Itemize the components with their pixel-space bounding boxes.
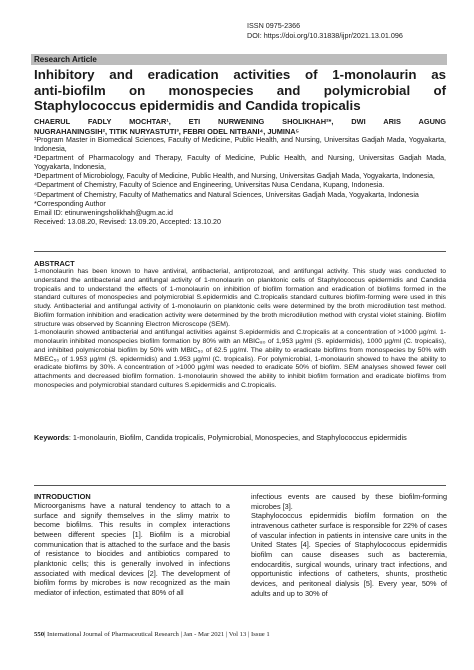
right-column (251, 492, 447, 598)
authors-line-2: NUGRAHANINGSIH², TITIK NURYASTUTI³, FEBRI ODEL NITBANI⁴, JUMINA⁵ (34, 126, 300, 136)
abstract-paragraph-2: 1-monolaurin showed antibacterial and antifungal activities against S.epidermidis and C.tropicalis at a concentration of >1000 µg/ml. 1-monolaurin inhibited monospecies biofilm formation by 80% with an MBIC₈₀ of 1,953 µg/ml (S. epidermidis), 1000 µg/ml (C. tropicalis), and inhibited polymicrobial biofilm by 50% with MBIC₅₀ of 62.5 µg/ml. The ability to eradicate biofilms from monospecies by 50% with MBEC₅₀ of 1.953 µg/ml (S. epidermidis) and 1.953 µg/ml (C. tropicalis). For polymicrobial, 1-monolaurin showed to have the ability to eradicate biofilms by 30%. A concentration of >1000 µg/ml was needed to eradicate 50% of biofilm. SEM analyses showed fewer cell attachments and decreased biofilm formation. 1-monolaurin showed the ability to inhibit biofilm formation and eradicate biofilms from monospecies and polymicrobial standard cultures S.epidermidis and C.tropicalis. (34, 329, 446, 389)
article-type-band (31, 54, 447, 65)
authors-line-1: CHAERUL FADLY MOCHTAR¹, ETI NURWENING SHOLIKHAH²*, DWI ARIS AGUNG (34, 117, 446, 126)
affiliation-5: ⁵Department of Chemistry, Faculty of Mathematics and Natural Sciences, Universitas Gadjah Mada, Yogyakarta, Indonesia (34, 190, 419, 199)
keywords-label: Keywords (34, 433, 69, 442)
intro-paragraph-right-2: Staphylococcus epidermidis biofilm formation on the intravenous catheter surface is responsible for 22% of cases of vascular infection in patients in intensive care units in the United States [4]. Species of Staphylococcus epidermidis biofilm can cause diseases such as bacteremia, endocarditis, surgical wounds, urinary tract infections, and opportunistic infections of catheters, shunts, prosthetic devices, and peritoneal dialysis [5]. Every year, 50% of adults and up to 30% of (251, 511, 447, 598)
introduction-heading: INTRODUCTION (34, 492, 91, 501)
abstract-body (34, 268, 446, 391)
received-dates: Received: 13.08.20, Revised: 13.09.20, Accepted: 13.10.20 (34, 217, 221, 226)
article-type-label: Research Article (34, 54, 97, 64)
title-line-1: Inhibitory and eradication activities of 1-monolaurin as (34, 67, 446, 82)
email-line[interactable]: Email ID: etinurweningsholikhah@ugm.ac.id (34, 208, 173, 217)
abstract-top-rule (34, 251, 446, 252)
title-line-2: anti-biofilm on monospecies and polymicrobial of (34, 82, 446, 98)
abstract-paragraph-1: 1-monolaurin has been known to have antiviral, antibacterial, antiprotozoal, and antifungal activity. This study was conducted to understand the antibacterial and antifungal activity of 1-monolaurin on planktonic cells of Staphylococcus epidermidis and Candida tropicalis and to understand the effects of 1-monolaurin on inhibition of biofilm formation and eradication of biofilms formed in the standard cultures of monospecies and polymicrobial S.epidermidis and C.tropicalis standard cultures biofilm-forming were used in this study. Antibacterial and antifungal activity of 1-monolaurin on planktonic cells were determined by the broth microdilution test method. Biofilm formation inhibition and eradication activity were determined by the broth microdilution method with crystal violet staining. Biofilm structure was observed by Scanning Electron Microscope (SEM). (34, 268, 446, 328)
doi-link[interactable]: DOI: https://doi.org/10.31838/ijpr/2021.13.01.096 (247, 31, 403, 40)
affiliation-4: ⁴Department of Chemistry, Faculty of Science and Engineering, Universitas Nusa Cendana, Kupang, Indonesia. (34, 181, 385, 190)
issn-text: ISSN 0975-2366 (247, 21, 301, 30)
affiliation-2: ²Department of Pharmacology and Therapy, Faculty of Medicine, Public Health, and Nursing, Universitas Gadjah Mada, Yogyakarta, Indonesia, (34, 154, 446, 172)
page-number: 550 (34, 631, 45, 638)
keywords-text: : 1-monolaurin, Biofilm, Candida tropicalis, Polymicrobial, Monospecies, and Staphylococcus epidermidis (68, 433, 407, 442)
journal-info: | International Journal of Pharmaceutical Research | Jan - Mar 2021 | Vol 13 | Issue 1 (44, 631, 270, 638)
issn-block (247, 21, 462, 41)
title-line-3: Staphylococcus epidermidis and Candida tropicalis (34, 98, 361, 114)
affiliation-1: ¹Program Master in Biomedical Sciences, Faculty of Medicine, Public Health, and Nursing, Universitas Gadjah Mada, Yogyakarta, Indonesia, (34, 136, 446, 154)
affiliation-3: ³Department of Microbiology, Faculty of Medicine, Public Health, and Nursing, Universitas Gadjah Mada, Yogyakarta, Indonesia, (34, 172, 435, 181)
author-list (34, 117, 446, 136)
abstract-bottom-rule (34, 485, 446, 486)
affiliations (34, 136, 446, 227)
keywords (34, 433, 446, 442)
corresponding-author: *Corresponding Author (34, 199, 106, 208)
intro-paragraph-left: Microorganisms have a natural tendency to attach to a surface and signify themselves in the slimy matrix to become biofilms. This results in complex interactions between different species [1]. Biofilm is a microbial communication that is attached to the surface and the basis of resistance to biocides and antibiotics compared to planktonic cells; this is generally involved in infections associated with medical devices [2]. The development of biofilm forms by microbes is now recognized as the main mediator of infection, estimated that 80% of all (34, 501, 230, 597)
intro-paragraph-right-1: infectious events are caused by these biofilm-forming microbes [3]. (251, 492, 447, 511)
abstract-heading: ABSTRACT (34, 259, 75, 268)
left-column (34, 492, 230, 598)
page-footer (34, 631, 270, 638)
article-title (34, 67, 446, 114)
